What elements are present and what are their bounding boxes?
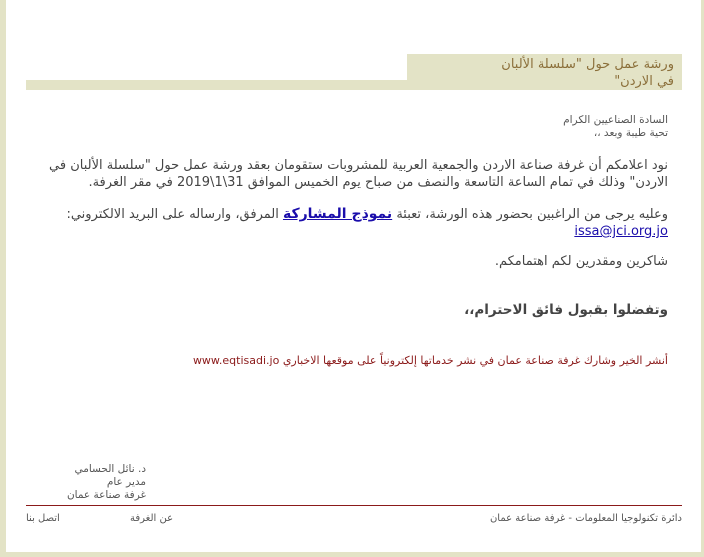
salutation: [36, 114, 668, 140]
registration-text-before: وعليه يرجى من الراغبين بحضور هذه الورشة، تعبئة: [392, 207, 668, 222]
footer-department: دائرة تكنولوجيا المعلومات - غرفة صناعة عمان: [489, 513, 682, 524]
participation-form-link[interactable]: نموذج المشاركة: [282, 206, 393, 222]
thanks-line: شاكرين ومقدرين لكم اهتمامكم.: [494, 254, 668, 269]
signature-org: غرفة صناعة عمان: [66, 489, 146, 501]
registration-text-after: المرفق، وارساله على البريد الالكتروني:: [66, 207, 283, 222]
footer-contact-link[interactable]: اتصل بنا: [26, 513, 60, 524]
footer-about-link[interactable]: عن الغرفة: [130, 513, 174, 524]
frame-bottom-border: [0, 552, 704, 557]
closing-line: وتفضلوا بقبول فائق الاحترام،،: [464, 302, 668, 318]
banner-title-line2: في الاردن": [614, 74, 674, 89]
footer-divider: [26, 505, 682, 506]
signature-block: [26, 463, 146, 502]
frame-left-border: [0, 0, 6, 557]
message-content: [36, 114, 668, 367]
registration-paragraph: [36, 206, 668, 240]
invitation-paragraph: نود اعلامكم أن غرفة صناعة الاردن والجمعية العربية للمشروبات ستقومان بعقد ورشة عمل حول "سلسلة الألبان في الاردن" وذلك في تمام الساعة التاسعة والنصف من صباح يوم الخميس الموافق 31\1\2019 في مقر الغرفة.: [49, 158, 668, 190]
signature-name: د. نائل الحسامي: [74, 463, 146, 475]
salutation-line2: تحية طيبة وبعد ،،: [593, 127, 668, 139]
promo-line: أنشر الخير وشارك غرفة صناعة عمان في نشر خدماتها إلكترونياً على موقعها الاخباري www.eqtisadi.jo: [192, 354, 668, 367]
signature-title: مدير عام: [106, 476, 146, 488]
banner-title: [407, 54, 682, 90]
salutation-line1: السادة الصناعيين الكرام: [563, 114, 668, 126]
email-link[interactable]: issa@jci.org.jo: [574, 224, 668, 239]
banner-title-line1: ورشة عمل حول "سلسلة الألبان: [501, 57, 674, 72]
